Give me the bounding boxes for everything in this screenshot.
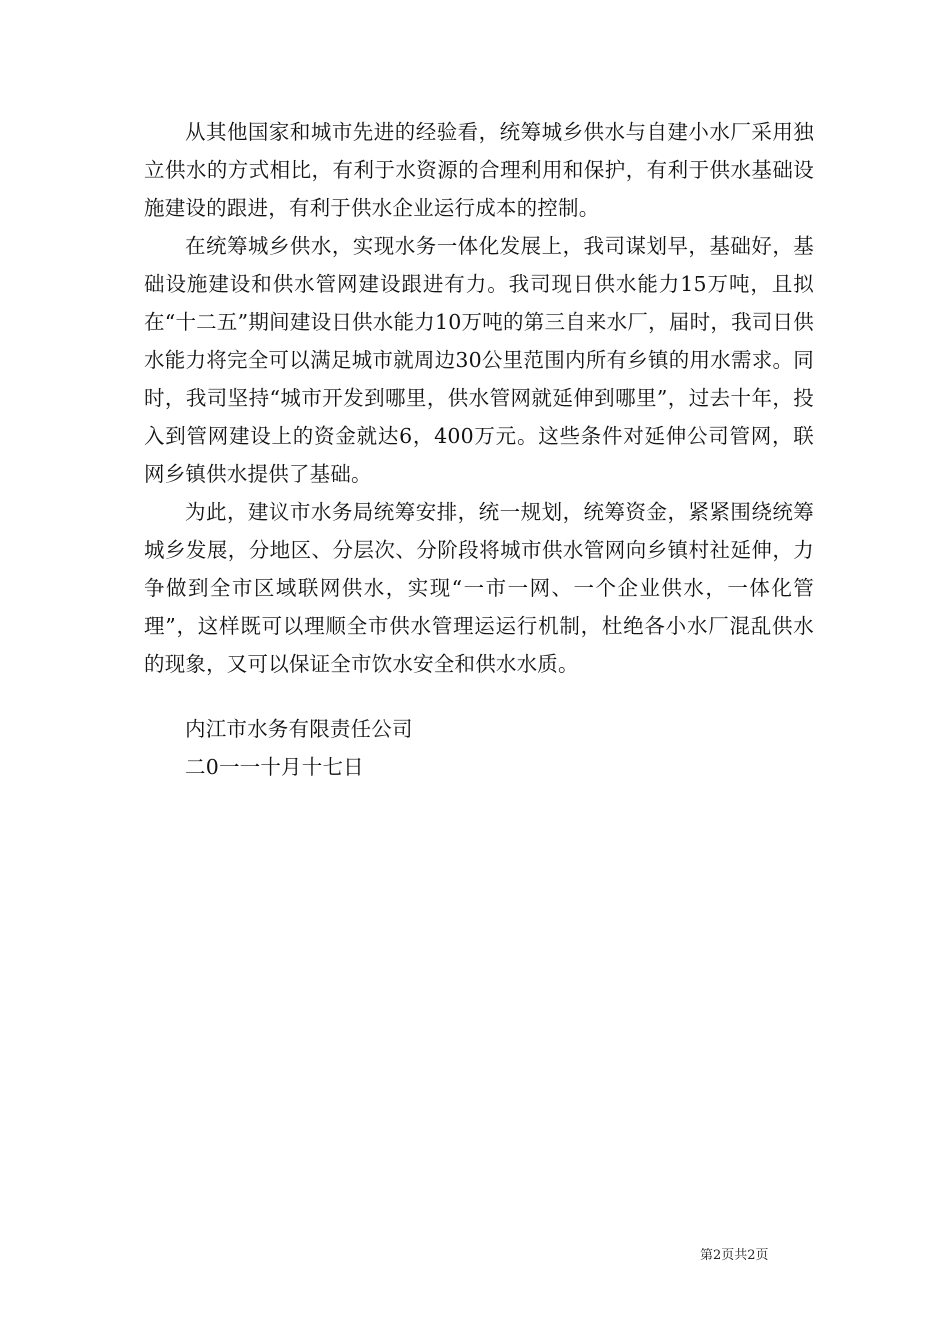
signature-date: 二0一一十月十七日 xyxy=(185,755,364,779)
signature-company: 内江市水务有限责任公司 xyxy=(185,717,413,741)
closing-block xyxy=(144,710,814,786)
document-body xyxy=(144,113,814,683)
paragraph-2: 在统筹城乡供水，实现水务一体化发展上，我司谋划早，基础好，基础设施建设和供水管网建设跟进有力。我司现日供水能力15万吨，且拟在“十二五”期间建设日供水能力10万吨的第三自来水厂，届时，我司日供水能力将完全可以满足城市就周边30公里范围内所有乡镇的用水需求。同时，我司坚持“城市开发到哪里，供水管网就延伸到哪里”，过去十年，投入到管网建设上的资金就达6，400万元。这些条件对延伸公司管网，联网乡镇供水提供了基础。 xyxy=(144,234,814,486)
page-number-footer: 第2页共2页 xyxy=(700,1248,769,1263)
paragraph-1: 从其他国家和城市先进的经验看，统筹城乡供水与自建小水厂采用独立供水的方式相比，有利于水资源的合理利用和保护，有利于供水基础设施建设的跟进，有利于供水企业运行成本的控制。 xyxy=(144,120,814,220)
paragraph-3: 为此，建议市水务局统筹安排，统一规划，统筹资金，紧紧围绕统筹城乡发展，分地区、分层次、分阶段将城市供水管网向乡镇村社延伸，力争做到全市区域联网供水，实现“一市一网、一个企业供水，一体化管理”，这样既可以理顺全市供水管理运运行机制，杜绝各小水厂混乱供水的现象，又可以保证全市饮水安全和供水水质。 xyxy=(144,500,814,676)
